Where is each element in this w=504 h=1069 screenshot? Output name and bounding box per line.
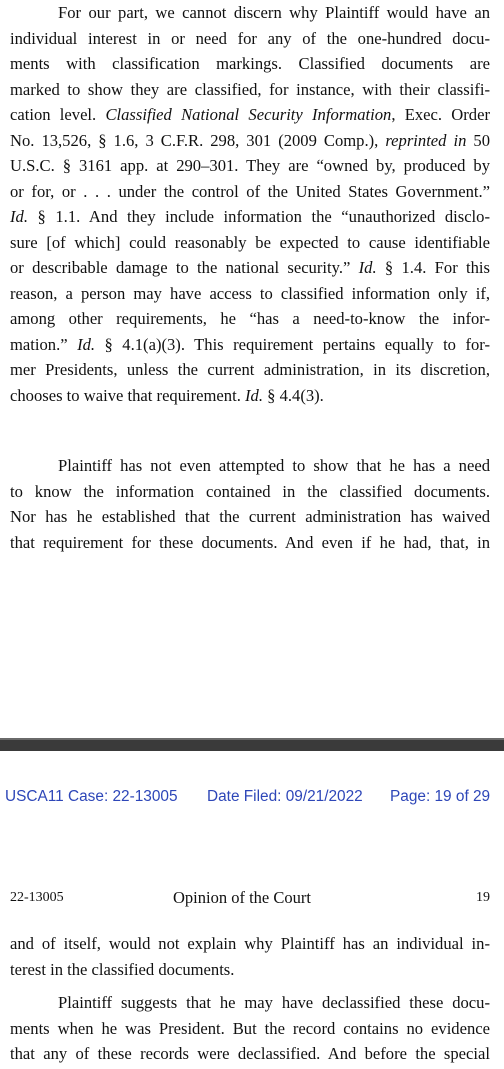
text-line: U.S.C. § 3161 app. at 290–301. They are “owned by, produced by: [10, 156, 490, 175]
paragraph-declassified: [10, 990, 490, 1067]
citation-id: Id.: [77, 334, 96, 354]
text-line: Plaintiff has not even attempted to show that he has a need: [58, 456, 490, 475]
text-run: § 4.1(a)(3). This requirement pertains equally to for-: [95, 334, 490, 354]
page-separator-edge: [0, 738, 504, 740]
running-head-case-number: 22-13005: [10, 890, 64, 905]
text-line: individual interest in or need for any of the one-hundred docu-: [10, 28, 490, 48]
text-run: or describable damage to the national security.”: [10, 258, 359, 277]
text-line: sure [of which] could reasonably be expected to cause identifiable: [10, 232, 490, 252]
citation-title: Classified National Security Information: [105, 105, 392, 124]
text-run: , Exec. Order: [391, 105, 490, 124]
stamp-case-number: USCA11 Case: 22-13005: [5, 788, 178, 805]
text-line: [10, 102, 490, 128]
text-line: [10, 332, 490, 358]
text-line: [10, 383, 490, 409]
text-line: For our part, we cannot discern why Plaintiff would have an: [58, 3, 490, 22]
text-line: to know the information contained in the classified documents.: [10, 481, 490, 501]
text-run: 50: [466, 130, 490, 150]
paragraph-need-to-know: [10, 0, 490, 408]
text-run: No. 13,526, § 1.6, 3 C.F.R. 298, 301 (2009 Comp.),: [10, 130, 386, 150]
text-line: that requirement for these documents. And even if he had, that, in: [10, 532, 490, 552]
text-run: § 4.4(3).: [263, 385, 324, 405]
stamp-date-filed: Date Filed: 09/21/2022: [207, 788, 363, 805]
running-head: [10, 888, 490, 910]
text-line: reason, a person may have access to classified information only if,: [10, 283, 490, 303]
citation-signal: reprinted in: [385, 130, 467, 150]
text-line: [10, 255, 490, 281]
text-run: cation level.: [10, 105, 106, 124]
citation-id: Id.: [358, 258, 377, 277]
text-run: § 1.1. And they include information the “unauthorized disclo-: [27, 207, 490, 226]
text-line: [10, 204, 490, 230]
running-head-page-number: 19: [476, 890, 490, 905]
paragraph-no-showing: [10, 453, 490, 555]
citation-id: Id.: [10, 207, 28, 226]
text-line: terest in the classified documents.: [10, 959, 235, 979]
text-run: chooses to waive that requirement.: [10, 385, 246, 405]
text-line: or for, or . . . under the control of the United States Government.”: [10, 181, 490, 201]
text-run: § 1.4. For this: [376, 258, 490, 277]
paragraph-continuation: [10, 931, 490, 982]
text-line: and of itself, would not explain why Plaintiff has an individual in-: [10, 934, 490, 953]
text-line: ments when he was President. But the record contains no evidence: [10, 1018, 490, 1038]
text-line: Plaintiff suggests that he may have declassified these docu-: [58, 993, 490, 1012]
text-line: Nor has he established that the current administration has waived: [10, 507, 490, 526]
text-run: mation.”: [10, 334, 78, 354]
text-line: marked to show they are classified, for instance, with their classifi-: [10, 79, 490, 99]
text-line: mer Presidents, unless the current administration, in its discretion,: [10, 360, 490, 379]
text-line: [10, 128, 490, 154]
text-line: that any of these records were declassified. And before the special: [10, 1044, 490, 1063]
stamp-page-count: Page: 19 of 29: [390, 788, 491, 805]
citation-id: Id.: [245, 385, 263, 405]
text-line: among other requirements, he “has a need-to-know the infor-: [10, 309, 490, 328]
text-line: ments with classification markings. Classified documents are: [10, 54, 490, 73]
running-head-title: Opinion of the Court: [173, 888, 311, 907]
